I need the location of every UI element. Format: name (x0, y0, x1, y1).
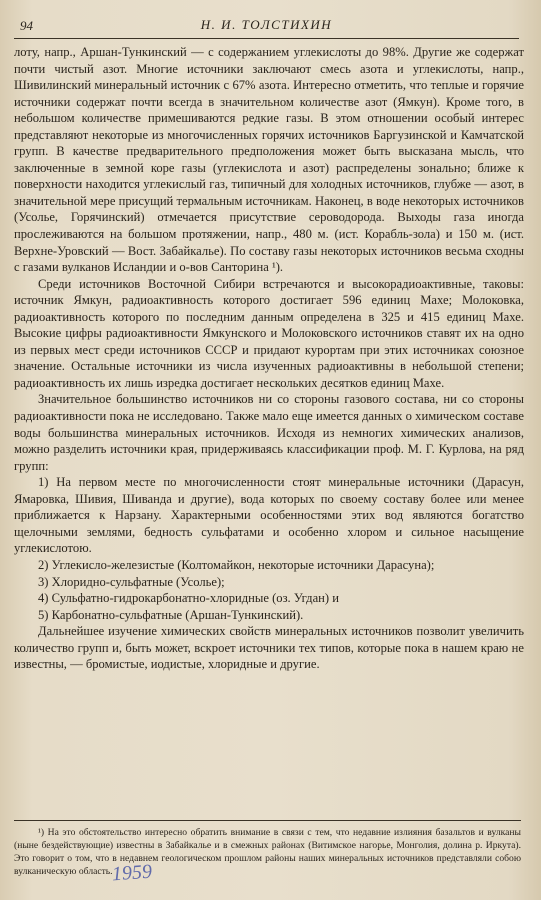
group-item-3: 3) Хлоридно-сульфатные (Усолье); (38, 574, 225, 589)
page-number: 94 (20, 18, 33, 33)
running-head: Н. И. ТОЛСТИХИН (200, 17, 333, 32)
paragraph-radioactivity: Среди источников Восточной Сибири встречаются и высокорадиоактивные, таковы: источник Ямкун, радиоактивность которого достигает 596 единиц Махе; Молоковка, радиоактивность которого по последним данным определена в 325 и 415 единиц Махе. Высокие цифры радиоактивности Ямкунского и Молоковского источников ставят их на одно из первых мест среди источников СССР и придают курортам при этих источниках союзное значение. Остальные источники из числа изученных радиоактивны в небольшой степени; радиоактивность их лишь изредка достигает нескольких десятков единиц Махе. (14, 276, 524, 390)
paragraph-gases: лоту, напр., Аршан-Тункинский — с содержанием углекислоты до 98%. Другие же содержат почти чистый азот. Многие источники заключают смесь азота и углекислоты, напр., Шивилинский минеральный источник с 67% азота. Интересно отметить, что теплые и горячие источники содержат почти всегда в значительном количестве азот (Ямкун). Кроме того, в небольшом количестве примешиваются редкие газы. В этом отношении особый интерес представляют некоторые из многочисленных горячих источников Баргузинской и Камчатской групп. В качестве предварительного предположения может быть высказана мысль, что заключенные в земной коре газы (углекислота и азот) распределены зонально; ближе к поверхности находится углекислый газ, типичный для холодных источников, глубже — азот, в значительной мере присущий термальным источникам. Наконец, в воде некоторых источников (Усолье, Горячинский) отмечается присутствие сероводорода. Выходы газа иногда прослеживаются на большом протяжении, напр., 480 м. (ист. Корабль-зола) и 150 м. (ист. Верхне-Уровский — Вост. Забайкалье). По составу газы некоторых источников весьма сходны с газами вулканов Исландии и о-вов Санторина ¹). (14, 45, 524, 275)
body-text (14, 44, 524, 673)
group-item-1: 1) На первом месте по многочисленности стоят минеральные источники (Дарасун, Ямаровка, Шивия, Шиванда и другие), вода которых по своему составу более или менее приближается к Нарзану. Характерными особенностями этих вод являются богатство щелочными землями, бедность сульфатами и особенно хлором и сильное насыщение углекислотою. (14, 475, 524, 556)
paragraph-conclusion: Дальнейшее изучение химических свойств минеральных источников позволит увеличить количество групп и, быть может, вскроет источники тех типов, которые пока в нашем краю не известны, — бромистые, иодистые, хлоридные и другие. (14, 624, 524, 672)
group-item-4: 4) Сульфатно-гидрокарбонатно-хлоридные (оз. Угдан) и (38, 591, 340, 606)
footnote-text: ¹) На это обстоятельство интересно обратить внимание в связи с тем, что недавние излияния базальтов и вулканы (ныне бездействующие) известны в Забайкалье и в смежных районах (Витимское нагорье, Монголия, долина р. Иркута). Это говорит о том, что в недавнем геологическом прошлом районы наших минеральных источников представляли собою вулканическую область. (14, 827, 521, 878)
group-item-2: 2) Углекисло-железистые (Колтомайкон, некоторые источники Дарасуна); (38, 557, 435, 572)
page-header (14, 16, 519, 39)
paragraph-classification: Значительное большинство источников ни со стороны газового состава, ни со стороны радиоактивности пока не исследовано. Также мало еще имеется данных о химическом составе воды большинства минеральных источников. Исходя из немногих химических анализов, можно разделить источники края, придерживаясь классификации проф. М. Г. Курлова, на ряд групп: (14, 392, 524, 473)
footnote (14, 826, 521, 878)
footnote-divider (14, 820, 521, 821)
handwritten-stamp: 1959 (111, 860, 153, 886)
group-item-5: 5) Карбонатно-сульфатные (Аршан-Тункинский). (38, 607, 304, 622)
